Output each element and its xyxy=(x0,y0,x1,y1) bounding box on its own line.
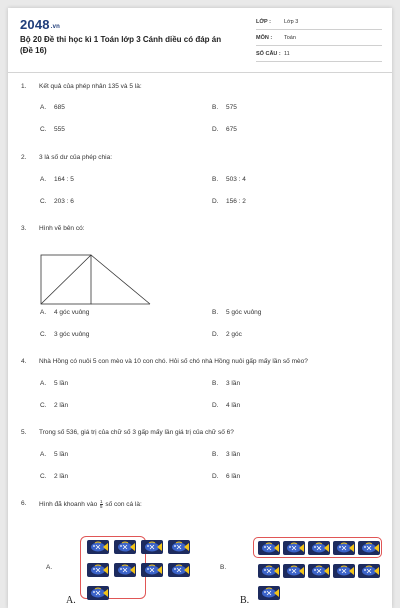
option-a[interactable]: A. 5 lần xyxy=(40,451,69,458)
meta-row-subject xyxy=(256,32,382,46)
question-text: 3 là số dư của phép chia: xyxy=(39,154,113,161)
meta-value: 11 xyxy=(284,51,290,57)
fraction: $\frac{1}{5}$ xyxy=(100,499,103,509)
option-a[interactable]: A. 4 góc vuông xyxy=(40,309,90,316)
question-number: 2. xyxy=(21,154,27,161)
fish-icon xyxy=(283,541,305,555)
question-number: 6. xyxy=(21,500,27,507)
question-text: Hình đã khoanh vào $\frac{1}{5}$ số con cá là: xyxy=(39,499,142,509)
figure-label-b: B. xyxy=(240,595,250,606)
fish-icon xyxy=(87,540,109,554)
fish-icon xyxy=(258,541,280,555)
geometry-figure xyxy=(40,254,152,306)
option-c[interactable]: C. 2 lần xyxy=(40,473,69,480)
fish-icon xyxy=(114,540,136,554)
option-b-label[interactable]: B. xyxy=(220,564,227,571)
site-logo[interactable]: 2048.vn xyxy=(20,17,61,32)
fish-icon xyxy=(114,563,136,577)
fish-icon xyxy=(141,563,163,577)
fish-icon xyxy=(333,541,355,555)
figure-slant xyxy=(91,255,150,304)
fish-icon xyxy=(333,564,355,578)
option-c[interactable]: C. 3 góc vuông xyxy=(40,331,90,338)
option-b[interactable]: B. 575 xyxy=(212,104,237,111)
option-b[interactable]: B. 5 góc vuông xyxy=(212,309,262,316)
fish-icon xyxy=(308,564,330,578)
fish-icon xyxy=(87,586,109,600)
fish-icon xyxy=(358,564,380,578)
question-text: Nhà Hồng có nuôi 5 con mèo và 10 con chó. Hỏi số chó nhà Hồng nuôi gấp mấy lần số mèo? xyxy=(39,358,308,365)
question-text: Hình vẽ bên có: xyxy=(39,225,85,232)
fish-icon xyxy=(168,563,190,577)
option-d[interactable]: D. 156 : 2 xyxy=(212,198,246,205)
option-d[interactable]: D. 4 lần xyxy=(212,402,241,409)
option-b[interactable]: B. 3 lần xyxy=(212,451,241,458)
fish-icon xyxy=(141,540,163,554)
question-number: 5. xyxy=(21,429,27,436)
option-c[interactable]: C. 2 lần xyxy=(40,402,69,409)
question-number: 1. xyxy=(21,83,27,90)
meta-row-count xyxy=(256,48,382,62)
document-title: Bộ 20 Đề thi học kì 1 Toán lớp 3 Cánh diều có đáp án (Đề 16) xyxy=(20,35,222,55)
option-d[interactable]: D. 6 lần xyxy=(212,473,241,480)
fish-icon xyxy=(168,540,190,554)
meta-value: Toán xyxy=(284,35,296,41)
fish-icon xyxy=(87,563,109,577)
meta-label: LỚP : xyxy=(256,19,271,25)
meta-label: SỐ CÂU : xyxy=(256,51,281,57)
option-c[interactable]: C. 555 xyxy=(40,126,65,133)
question-number: 3. xyxy=(21,225,27,232)
fish-icon xyxy=(283,564,305,578)
header-divider xyxy=(8,72,392,73)
option-b[interactable]: B. 3 lần xyxy=(212,380,241,387)
fish-icon xyxy=(258,564,280,578)
option-d[interactable]: D. 675 xyxy=(212,126,237,133)
option-a[interactable]: A. 5 lần xyxy=(40,380,69,387)
exam-sheet xyxy=(8,8,392,608)
meta-value: Lớp 3 xyxy=(284,19,299,25)
option-a-label[interactable]: A. xyxy=(46,564,53,571)
meta-label: MÔN : xyxy=(256,35,273,41)
question-text: Kết quả của phép nhân 135 và 5 là: xyxy=(39,83,142,90)
meta-row-grade xyxy=(256,16,382,30)
fish-icon xyxy=(358,541,380,555)
fish-icon xyxy=(258,586,280,600)
question-text: Trong số 536, giá trị của chữ số 3 gấp mấy lần giá trị của chữ số 6? xyxy=(39,429,234,436)
option-b[interactable]: B. 503 : 4 xyxy=(212,176,246,183)
option-a[interactable]: A. 164 : 5 xyxy=(40,176,74,183)
option-a[interactable]: A. 685 xyxy=(40,104,65,111)
option-d[interactable]: D. 2 góc xyxy=(212,331,242,338)
figure-diagonal xyxy=(41,255,91,304)
meta-info xyxy=(256,16,382,64)
figure-label-a: A. xyxy=(66,595,76,606)
fish-icon xyxy=(308,541,330,555)
header xyxy=(8,8,392,70)
option-c[interactable]: C. 203 : 6 xyxy=(40,198,74,205)
question-number: 4. xyxy=(21,358,27,365)
